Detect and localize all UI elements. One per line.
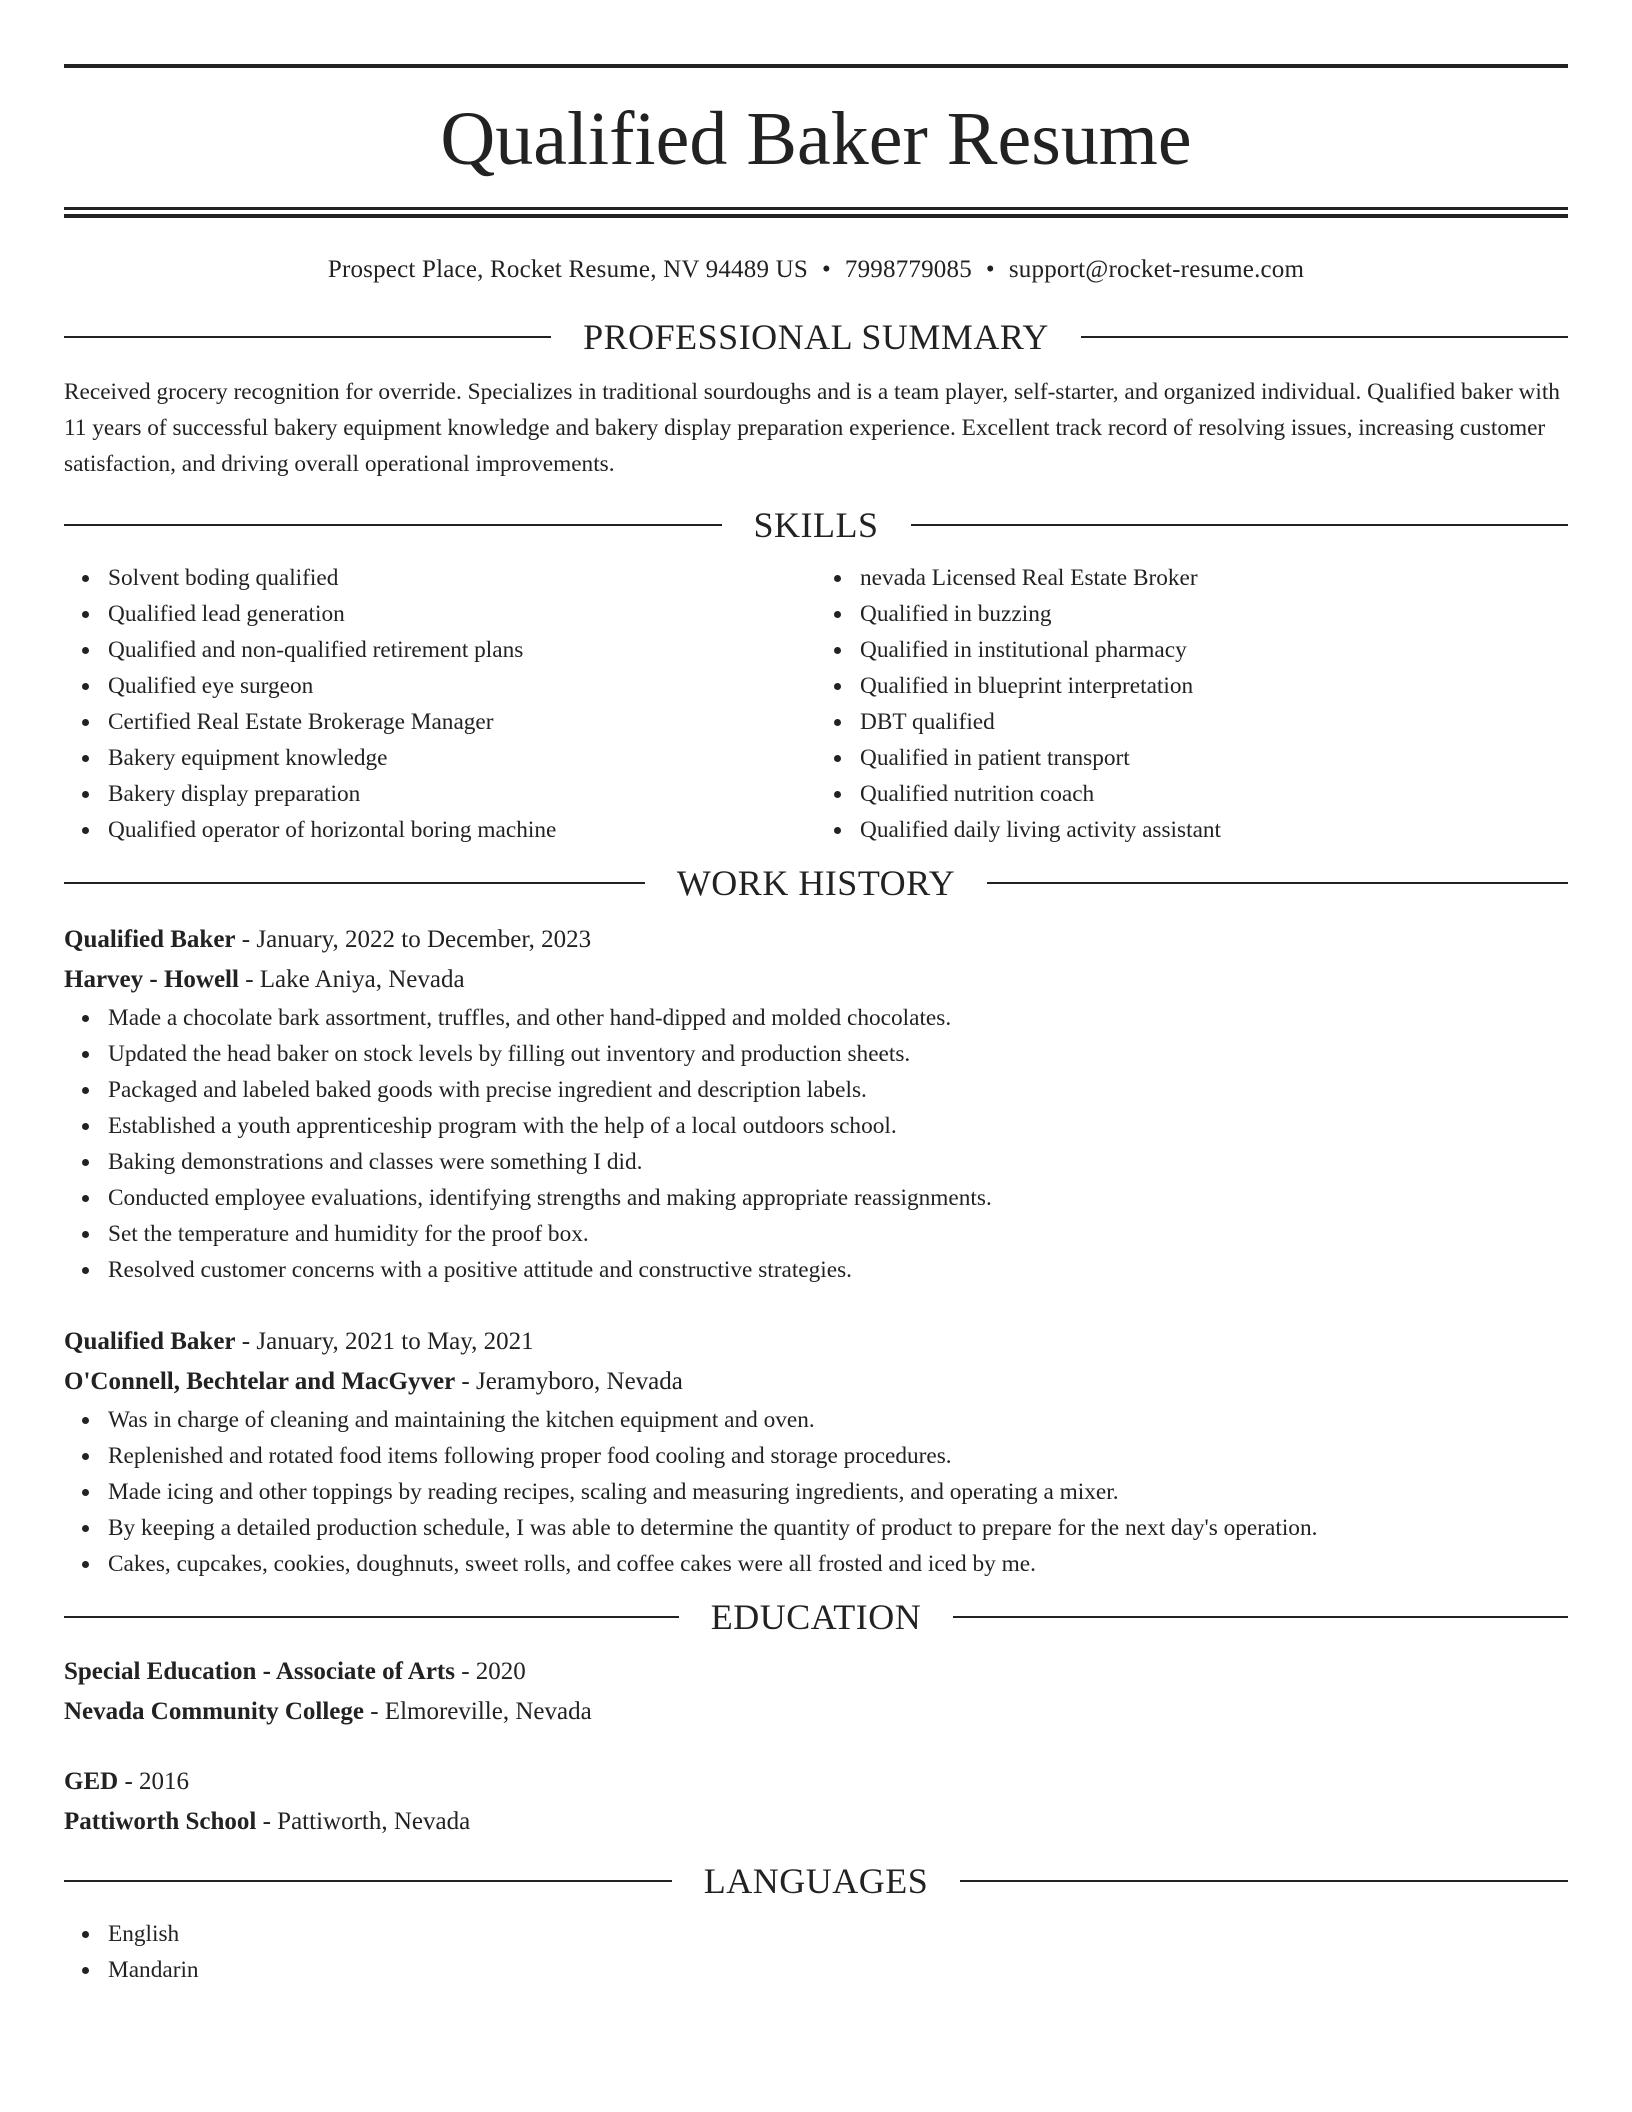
skills-list-left — [64, 560, 816, 848]
skills-list-right — [816, 560, 1568, 848]
contact-email: support@rocket-resume.com — [1008, 256, 1305, 283]
duty-item: Cakes, cupcakes, cookies, doughnuts, sweet rolls, and coffee cakes were all frosted and iced by me. — [108, 1546, 1568, 1582]
heading-rule — [911, 524, 1569, 526]
degree-line — [64, 1762, 1568, 1802]
school-line — [64, 1802, 1568, 1842]
heading-rule — [64, 524, 722, 526]
section-title: SKILLS — [753, 505, 879, 545]
job-company-line — [64, 1362, 1568, 1402]
skill-item: Qualified in patient transport — [860, 740, 1568, 776]
school-location: - Elmoreville, Nevada — [363, 1698, 592, 1725]
contact-separator: • — [985, 256, 995, 283]
job-entry — [64, 920, 1568, 1288]
job-company: O'Connell, Bechtelar and MacGyver — [64, 1368, 456, 1395]
section-heading-skills — [64, 502, 1568, 548]
school-location: - Pattiworth, Nevada — [256, 1808, 471, 1835]
job-entry — [64, 1322, 1568, 1582]
resume-title: Qualified Baker Resume — [440, 97, 1192, 181]
heading-rule — [64, 1880, 672, 1882]
summary-text: Received grocery recognition for override. Specializes in traditional sourdoughs and is a team player, self-starter, and organized individual. Qualified baker with 11 years of successful bakery equipment knowledge and bakery display preparation experience. Excellent track record of resolving issues, increasing customer satisfaction, and driving overall operational improvements. — [64, 379, 1560, 477]
duty-item: By keeping a detailed production schedule, I was able to determine the quantity of product to prepare for the next day's operation. — [108, 1510, 1568, 1546]
skill-item: Bakery equipment knowledge — [108, 740, 816, 776]
top-rule — [64, 64, 1568, 68]
job-dates: - January, 2021 to May, 2021 — [235, 1328, 534, 1355]
heading-rule — [960, 1880, 1568, 1882]
skill-item: Qualified lead generation — [108, 596, 816, 632]
duty-item: Packaged and labeled baked goods with precise ingredient and description labels. — [108, 1072, 1568, 1108]
duty-item: Set the temperature and humidity for the proof box. — [108, 1216, 1568, 1252]
skill-item: Bakery display preparation — [108, 776, 816, 812]
language-item: Mandarin — [108, 1952, 1568, 1988]
degree-name: Special Education - Associate of Arts — [64, 1658, 455, 1685]
duty-item: Was in charge of cleaning and maintaining the kitchen equipment and oven. — [108, 1402, 1568, 1438]
skill-item: Qualified and non-qualified retirement plans — [108, 632, 816, 668]
job-title: Qualified Baker — [64, 1328, 236, 1355]
duty-item: Updated the head baker on stock levels by filling out inventory and production sheets. — [108, 1036, 1568, 1072]
section-title: LANGUAGES — [703, 1861, 929, 1901]
skill-item: Qualified eye surgeon — [108, 668, 816, 704]
heading-rule — [987, 882, 1568, 884]
skills-grid — [64, 560, 1568, 848]
skill-item: Qualified in institutional pharmacy — [860, 632, 1568, 668]
heading-rule — [64, 1616, 679, 1618]
job-duties — [64, 1000, 1568, 1288]
degree-year: - 2020 — [454, 1658, 526, 1685]
education-entry — [64, 1762, 1568, 1842]
title-double-rule — [64, 207, 1568, 218]
skill-item: Certified Real Estate Brokerage Manager — [108, 704, 816, 740]
job-location: - Lake Aniya, Nevada — [238, 966, 465, 993]
section-heading-summary — [64, 314, 1568, 360]
school-name: Pattiworth School — [64, 1808, 257, 1835]
duty-item: Replenished and rotated food items following proper food cooling and storage procedures. — [108, 1438, 1568, 1474]
job-dates: - January, 2022 to December, 2023 — [235, 926, 592, 953]
job-company: Harvey - Howell — [64, 966, 239, 993]
skill-item: Qualified in blueprint interpretation — [860, 668, 1568, 704]
duty-item: Made icing and other toppings by reading recipes, scaling and measuring ingredients, and operating a mixer. — [108, 1474, 1568, 1510]
duty-item: Baking demonstrations and classes were something I did. — [108, 1144, 1568, 1180]
skill-item: DBT qualified — [860, 704, 1568, 740]
language-item: English — [108, 1916, 1568, 1952]
skill-item: nevada Licensed Real Estate Broker — [860, 560, 1568, 596]
contact-line — [64, 252, 1568, 288]
duty-item: Resolved customer concerns with a positive attitude and constructive strategies. — [108, 1252, 1568, 1288]
duty-item: Conducted employee evaluations, identifying strengths and making appropriate reassignments. — [108, 1180, 1568, 1216]
languages-list — [64, 1916, 1568, 1988]
job-title-line — [64, 1322, 1568, 1362]
degree-year: - 2016 — [118, 1768, 190, 1795]
job-title: Qualified Baker — [64, 926, 236, 953]
skill-item: Qualified nutrition coach — [860, 776, 1568, 812]
heading-rule — [64, 882, 645, 884]
job-company-line — [64, 960, 1568, 1000]
job-location: - Jeramyboro, Nevada — [455, 1368, 683, 1395]
heading-rule — [64, 336, 551, 338]
duty-item: Made a chocolate bark assortment, truffles, and other hand-dipped and molded chocolates. — [108, 1000, 1568, 1036]
resume-page — [64, 0, 1568, 1988]
heading-rule — [953, 1616, 1568, 1618]
section-heading-languages — [64, 1858, 1568, 1904]
contact-separator: • — [821, 256, 831, 283]
job-duties — [64, 1402, 1568, 1582]
section-heading-education — [64, 1594, 1568, 1640]
job-title-line — [64, 920, 1568, 960]
skill-item: Qualified daily living activity assistant — [860, 812, 1568, 848]
heading-rule — [1081, 336, 1568, 338]
contact-address: Prospect Place, Rocket Resume, NV 94489 US — [327, 256, 808, 283]
skill-item: Qualified operator of horizontal boring machine — [108, 812, 816, 848]
school-line — [64, 1692, 1568, 1732]
section-title: EDUCATION — [710, 1597, 922, 1637]
duty-item: Established a youth apprenticeship program with the help of a local outdoors school. — [108, 1108, 1568, 1144]
degree-name: GED — [64, 1768, 119, 1795]
degree-line — [64, 1652, 1568, 1692]
section-heading-work — [64, 860, 1568, 906]
skill-item: Solvent boding qualified — [108, 560, 816, 596]
education-entry — [64, 1652, 1568, 1732]
contact-phone: 7998779085 — [844, 256, 972, 283]
school-name: Nevada Community College — [64, 1698, 364, 1725]
section-title: WORK HISTORY — [676, 863, 956, 903]
section-title: PROFESSIONAL SUMMARY — [583, 317, 1049, 357]
skill-item: Qualified in buzzing — [860, 596, 1568, 632]
